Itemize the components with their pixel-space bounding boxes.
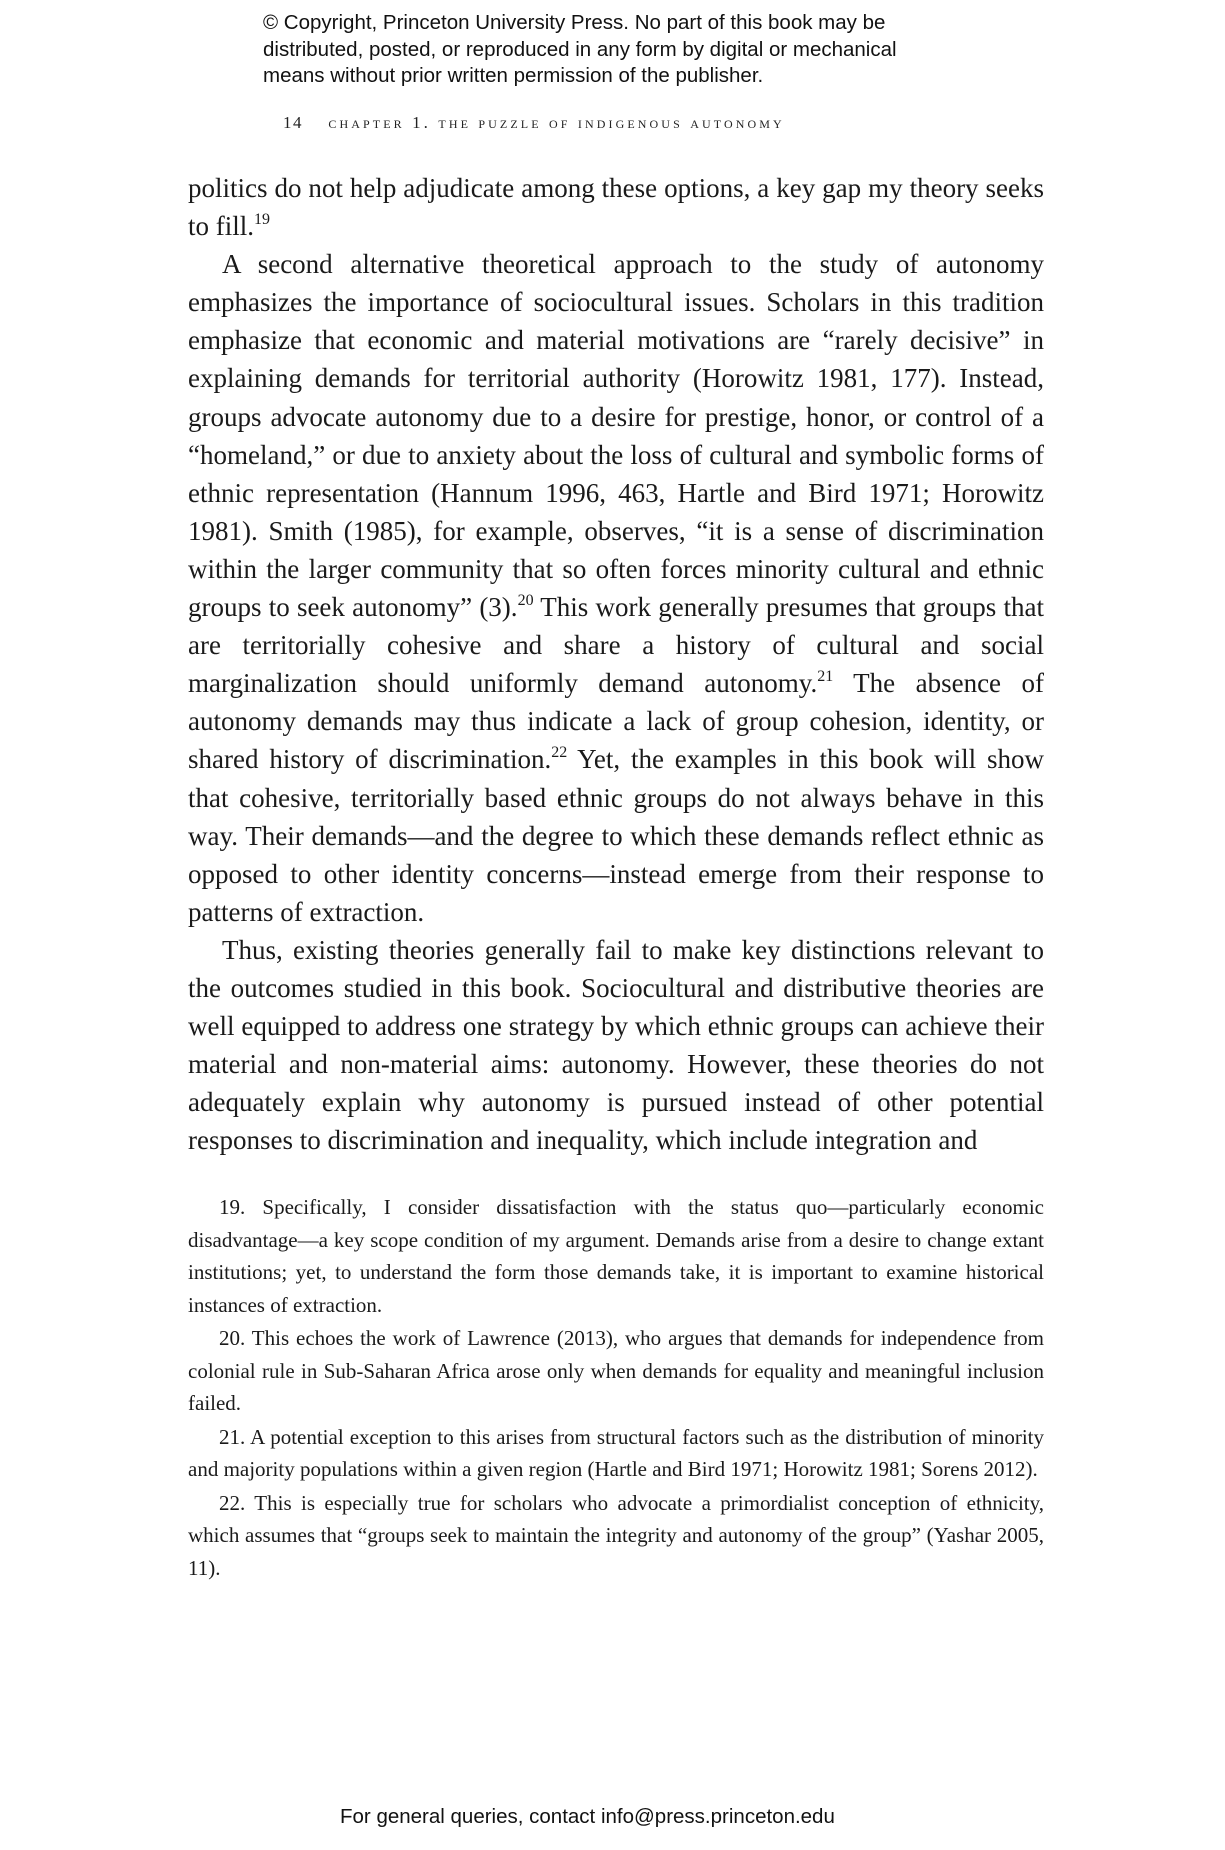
- paragraph-2-seg-1: A second alternative theoretical approach to the study of autonomy emphasizes the importance of sociocultural issues. Scholars in this tradition emphasize that economic and material motivations are “rarely decisive” in explaining demands for territorial authority (Horowitz 1981, 177). Instead, groups advocate autonomy due to a desire for prestige, honor, or control of a “homeland,” or due to anxiety about the loss of cultural and symbolic forms of ethnic representation (Hannum 1996, 463, Hartle and Bird 1971; Horowitz 1981). Smith (1985), for example, observes, “it is a sense of discrimination within the larger community that so often forces minority cultural and ethnic groups to seek autonomy” (3).: [188, 249, 1044, 623]
- running-head: [283, 113, 785, 133]
- contact-footer: For general queries, contact info@press.princeton.edu: [340, 1805, 835, 1828]
- paragraph-2-seg-3: The absence of autonomy demands may thus indicate a lack of group cohesion, identity, or shared history of discrimination.: [188, 668, 1044, 775]
- footnote-ref-20[interactable]: 20: [517, 592, 534, 610]
- paragraph-1: [188, 169, 1044, 245]
- paragraph-2: [188, 245, 1044, 931]
- chapter-title: chapter 1. the puzzle of indigenous autonomy: [328, 113, 785, 132]
- paragraph-2-seg-4: Yet, the examples in this book will show that cohesive, territorially based ethnic groups do not always behave in this way. Their demands—and the degree to which these demands reflect ethnic as opposed to other identity concerns—instead emerge from their response to patterns of extraction.: [188, 744, 1045, 927]
- page-number: 14: [283, 113, 303, 132]
- copyright-notice: [263, 10, 1023, 90]
- paragraph-3: [188, 931, 1044, 1160]
- copyright-line-3: means without prior written permission of the publisher.: [263, 64, 764, 87]
- footnote-ref-19[interactable]: 19: [254, 211, 270, 229]
- paragraph-3-text: Thus, existing theories generally fail to make key distinctions relevant to the outcomes studied in this book. Sociocultural and distributive theories are well equipped to address one strategy by which ethnic groups can achieve their material and non-material aims: autonomy. However, these theories do not adequately explain why autonomy is pursued instead of other potential responses to discrimination and inequality, which include integration and: [188, 934, 1044, 1156]
- footnote-21: 21. A potential exception to this arises from structural factors such as the distribution of minority and majority populations within a given region (Hartle and Bird 1971; Horowitz 1981; Sorens 2012).: [188, 1424, 1044, 1481]
- copyright-line-2: distributed, posted, or reproduced in any form by digital or mechanical: [263, 37, 897, 61]
- footnote-ref-22[interactable]: 22: [551, 744, 568, 762]
- footnote-22: 22. This is especially true for scholars who advocate a primordialist conception of ethnicity, which assumes that “groups seek to maintain the integrity and autonomy of the group” (Yashar 2005, 11).: [188, 1490, 1044, 1580]
- footnote-ref-21[interactable]: 21: [817, 668, 834, 686]
- paragraph-2-seg-2: This work generally presumes that groups that are territorially cohesive and share a history of cultural and social marginalization should uniformly demand autonomy.: [188, 592, 1044, 699]
- footnotes: [188, 1191, 1044, 1585]
- main-text: [188, 169, 1044, 1159]
- paragraph-1-text: politics do not help adjudicate among these options, a key gap my theory seeks to fill.: [188, 173, 1044, 242]
- footnote-20: 20. This echoes the work of Lawrence (2013), who argues that demands for independence from colonial rule in Sub-Saharan Africa arose only when demands for equality and meaningful inclusion failed.: [188, 1326, 1044, 1415]
- copyright-line-1: © Copyright, Princeton University Press. No part of this book may be: [263, 11, 886, 34]
- footnote-19: 19. Specifically, I consider dissatisfaction with the status quo—particularly economic disadvantage—a key scope condition of my argument. Demands arise from a desire to change extant institutions; yet, to understand the form those demands take, it is important to examine historical instances of extraction.: [188, 1195, 1044, 1317]
